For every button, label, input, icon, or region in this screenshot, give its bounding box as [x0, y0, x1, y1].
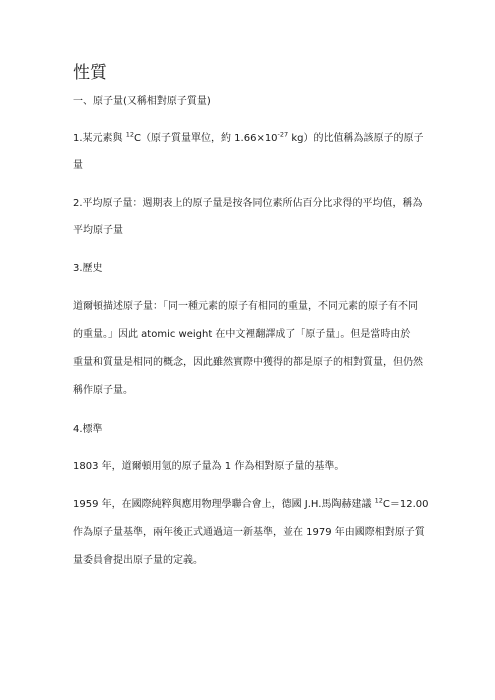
text-line: 一、原子量(又稱相對原子質量) [73, 96, 211, 107]
superscript: -27 [277, 130, 289, 139]
text-line: 3.歷史 [73, 263, 103, 274]
text-line: 4.標準 [73, 424, 103, 435]
text-line: 稱作原子量。 [73, 385, 133, 396]
text-line: 道爾頓描述原子量：「同一種元素的原子有相同的重量，不同元素的原子有不同 [73, 301, 418, 312]
text-line: 2.平均原子量：週期表上的原子量是按各同位素所佔百分比求得的平均值，稱為 [73, 198, 423, 209]
text-line: 量委員會提出原子量的定義。 [73, 555, 203, 566]
text-line: 1803 年，道爾頓用氫的原子量為 1 作為相對原子量的基準。 [73, 461, 345, 472]
superscript: 12 [374, 496, 383, 505]
text-fragment: 1959 年，在國際純粹與應用物理學聯合會上，德國 J.H.馬陶赫建議 [73, 499, 375, 510]
text-fragment: C（原子質量單位，約 1.66×10 [134, 133, 278, 144]
text-line: 的重量。」因此 atomic weight 在中文裡翻譯成了「原子量」。但是當時由於 [73, 329, 411, 340]
text-fragment: 1.某元素與 [73, 133, 126, 144]
text-fragment: C＝12.00 [382, 499, 429, 510]
text-line [73, 130, 425, 145]
text-line: 量 [73, 160, 83, 171]
text-line [73, 496, 429, 511]
text-fragment: kg）的比值稱為該原子的原子 [288, 133, 424, 144]
text-line: 平均原子量 [73, 225, 123, 236]
text-line: 作為原子量基準，兩年後正式通過這一新基準，並在 1979 年由國際相對原子質 [73, 527, 425, 538]
superscript: 12 [125, 130, 135, 139]
section-title: 性質 [73, 63, 107, 83]
text-line: 重量和質量是相同的概念，因此雖然實際中獲得的都是原子的相對質量，但仍然 [73, 357, 423, 368]
body-text [73, 96, 429, 567]
